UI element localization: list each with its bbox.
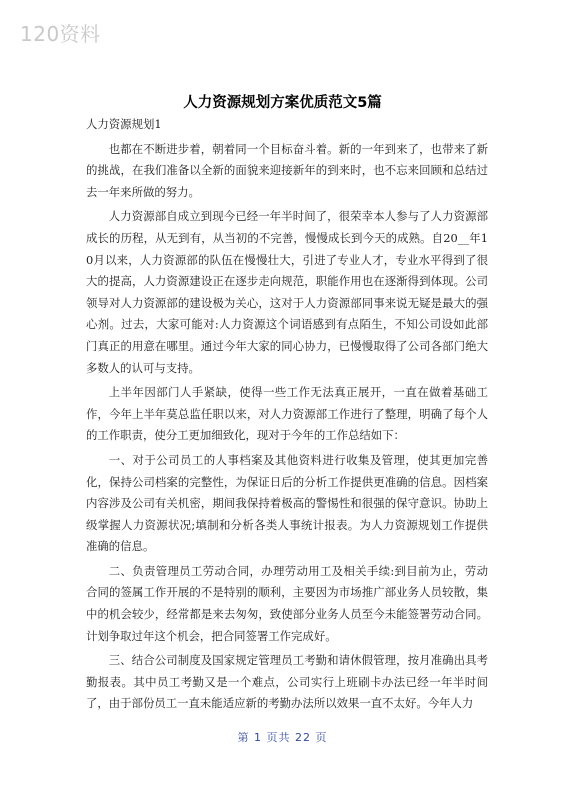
document-body <box>86 114 488 718</box>
document-title: 人力资源规划方案优质范文5篇 <box>183 95 382 111</box>
paragraph: 二、负责管理员工劳动合同，办理劳动用工及相关手续:到目前为止，劳动合同的签属工作开展的不是特别的顺利，主要因为市场推广部业务人员较散，集中的机会较少，经常都是来去匆匆，致使部分业务人员至今未能签署劳动合同。计划争取过年这个机会，把合同签署工作完成好。 <box>86 563 488 643</box>
paragraph: 也都在不断进步着，朝着同一个目标奋斗着。新的一年到来了，也带来了新的挑战，在我们准备以全新的面貌来迎接新年的到来时，也不忘来回顾和总结过去一年来所做的努力。 <box>86 141 488 199</box>
paragraph: 上半年因部门人手紧缺，使得一些工作无法真正展开，一直在做着基础工作，今年上半年莫总监任职以来，对人力资源部工作进行了整理，明确了每个人的工作职责，使分工更加细致化，现对于今年的工作总结如下： <box>86 385 488 443</box>
paragraph: 一、对于公司员工的人事档案及其他资料进行收集及管理，使其更加完善化，保持公司档案的完整性，为保证日后的分析工作提供更准确的信息。因档案内容涉及公司有关机密，期间我保持着极高的警惕性和很强的保守意识。协助上级掌握人力资源状况;填制和分析各类人事统计报表。为人力资源规划工作提供准确的信息。 <box>86 452 488 554</box>
paragraph: 三、结合公司制度及国家规定管理员工考勤和请休假管理，按月准确出具考勤报表。其中员工考勤又是一个难点，公司实行上班刷卡办法已经一年半时间了，由于部份员工一直未能适应新的考勤办法所以效果一直不太好。今年人力 <box>86 653 488 711</box>
section-subheading: 人力资源规划1 <box>86 117 162 131</box>
page-number-indicator: 第 1 页共 22 页 <box>237 731 328 744</box>
paragraph: 人力资源部自成立到现今已经一年半时间了，很荣幸本人参与了人力资源部成长的历程，从无到有，从当初的不完善，慢慢成长到今天的成熟。自20__年10月以来，人力资源部的队伍在慢慢壮大，引进了专业人才，专业水平得到了很大的提高，人力资源建设正在逐步走向规范，职能作用也在逐渐得到体现。公司领导对人力资源部的建设极为关心，这对于人力资源部同事来说无疑是最大的强心剂。过去，大家可能对:人力资源这个词语感到有点陌生，不知公司设如此部门真正的用意在哪里。通过今年大家的同心协力，已慢慢取得了公司各部门绝大多数人的认可与支持。 <box>86 209 488 375</box>
watermark-logo: 120资料 <box>20 22 101 46</box>
